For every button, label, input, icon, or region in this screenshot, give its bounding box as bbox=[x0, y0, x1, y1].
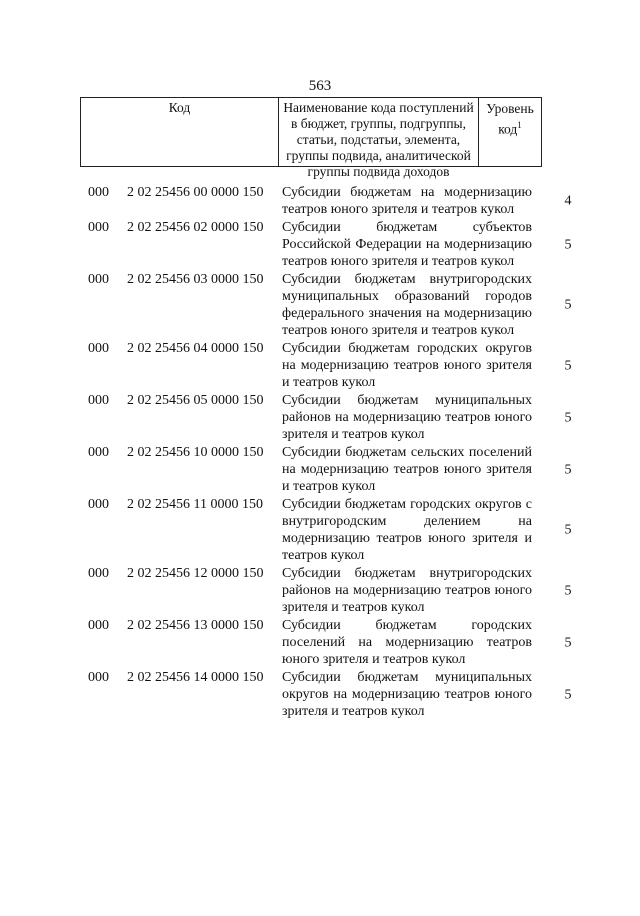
revenue-name: Субсидии бюджетам субъектов Российской Федерации на модернизацию театров юного зрителя и театров кукол bbox=[282, 220, 532, 269]
admin-code: 000 bbox=[88, 393, 109, 408]
revenue-name: Субсидии бюджетам городских округов на модернизацию театров юного зрителя и театров кукол bbox=[282, 341, 532, 390]
table-row bbox=[0, 669, 640, 720]
header-name: Наименование кода поступлений в бюджет, группы, подгруппы, статьи, подстатьи, элемента, группы подвида, аналитической группы подвида доходов bbox=[279, 98, 479, 166]
header-level bbox=[479, 98, 541, 166]
table-row bbox=[0, 496, 640, 564]
revenue-name: Субсидии бюджетам муниципальных округов на модернизацию театров юного зрителя и театров кукол bbox=[282, 670, 532, 719]
revenue-code: 2 02 25456 00 0000 150 bbox=[127, 185, 264, 200]
code-level: 5 bbox=[564, 358, 572, 373]
code-level: 5 bbox=[564, 462, 572, 477]
revenue-name: Субсидии бюджетам городских поселений на модернизацию театров юного зрителя и театров кукол bbox=[282, 618, 532, 667]
code-level: 5 bbox=[564, 237, 572, 252]
revenue-code: 2 02 25456 13 0000 150 bbox=[127, 618, 264, 633]
revenue-name: Субсидии бюджетам на модернизацию театров юного зрителя и театров кукол bbox=[282, 185, 532, 217]
table-row bbox=[0, 617, 640, 668]
admin-code: 000 bbox=[88, 220, 109, 235]
revenue-code: 2 02 25456 03 0000 150 bbox=[127, 272, 264, 287]
table-row bbox=[0, 271, 640, 339]
revenue-code: 2 02 25456 05 0000 150 bbox=[127, 393, 264, 408]
admin-code: 000 bbox=[88, 497, 109, 512]
admin-code: 000 bbox=[88, 272, 109, 287]
admin-code: 000 bbox=[88, 566, 109, 581]
revenue-code: 2 02 25456 12 0000 150 bbox=[127, 566, 264, 581]
admin-code: 000 bbox=[88, 185, 109, 200]
table-row bbox=[0, 340, 640, 391]
revenue-code: 2 02 25456 02 0000 150 bbox=[127, 220, 264, 235]
table-row bbox=[0, 444, 640, 495]
revenue-name: Субсидии бюджетам сельских поселений на модернизацию театров юного зрителя и театров кукол bbox=[282, 445, 532, 494]
table-row bbox=[0, 565, 640, 616]
code-level: 5 bbox=[564, 410, 572, 425]
code-level: 5 bbox=[564, 583, 572, 598]
revenue-name: Субсидии бюджетам внутригородских муниципальных образований городов федерального значения на модернизацию театров юного зрителя и театров кукол bbox=[282, 272, 532, 338]
table-row bbox=[0, 392, 640, 443]
code-level: 5 bbox=[564, 522, 572, 538]
revenue-code: 2 02 25456 14 0000 150 bbox=[127, 670, 264, 685]
code-level: 5 bbox=[564, 297, 572, 313]
header-level-footnote: 1 bbox=[517, 120, 522, 130]
revenue-name: Субсидии бюджетам внутригородских районов на модернизацию театров юного зрителя и театров кукол bbox=[282, 566, 532, 615]
code-level: 5 bbox=[564, 687, 572, 702]
revenue-name: Субсидии бюджетам городских округов с внутригородским делением на модернизацию театров юного зрителя и театров кукол bbox=[282, 497, 532, 563]
table-body bbox=[0, 184, 640, 721]
code-level: 5 bbox=[564, 635, 572, 650]
revenue-code: 2 02 25456 04 0000 150 bbox=[127, 341, 264, 356]
table-header bbox=[80, 97, 542, 179]
header-level-label: Уровень код bbox=[486, 101, 534, 137]
admin-code: 000 bbox=[88, 341, 109, 356]
revenue-code: 2 02 25456 10 0000 150 bbox=[127, 445, 264, 460]
admin-code: 000 bbox=[88, 445, 109, 460]
revenue-name: Субсидии бюджетам муниципальных районов на модернизацию театров юного зрителя и театров кукол bbox=[282, 393, 532, 442]
revenue-code: 2 02 25456 11 0000 150 bbox=[127, 497, 263, 512]
admin-code: 000 bbox=[88, 670, 109, 685]
code-level: 4 bbox=[564, 193, 572, 209]
table-row bbox=[0, 184, 640, 218]
table-row bbox=[0, 219, 640, 270]
header-code: Код bbox=[81, 98, 279, 166]
admin-code: 000 bbox=[88, 618, 109, 633]
page-number: 563 bbox=[308, 78, 332, 94]
